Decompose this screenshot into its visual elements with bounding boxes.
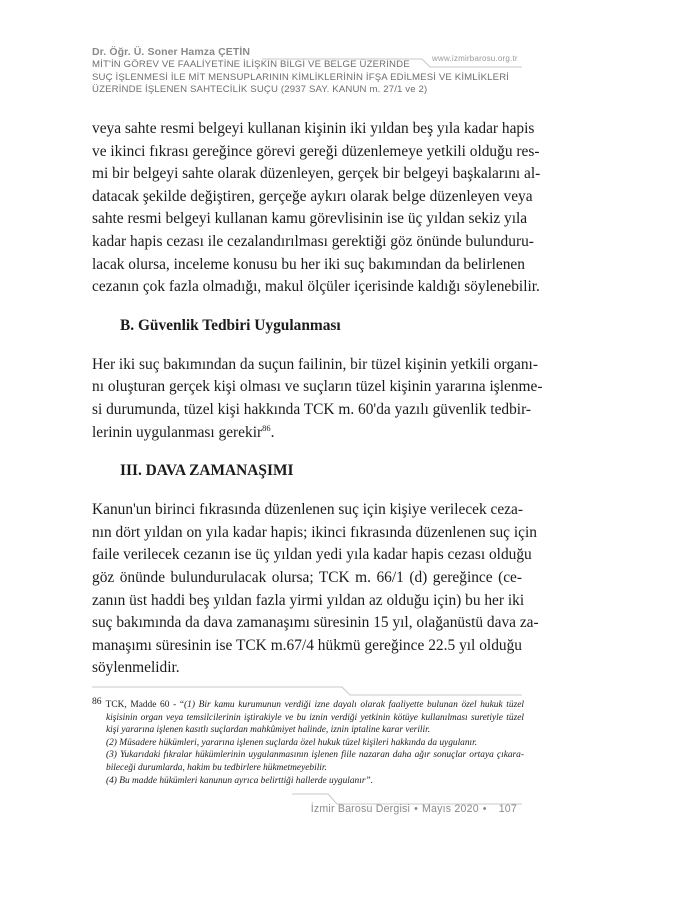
footnote-number: 86	[92, 696, 102, 707]
text-line: sahte resmi belgeyi kullanan kamu görevlisinin ise üç yıldan sekiz yıla	[92, 210, 528, 228]
header-website: www.izmirbarosu.org.tr	[432, 54, 518, 63]
text-line: ve ikinci fıkrası gereğince görevi gereği düzenlemeye yetkili olduğu res-	[92, 142, 540, 160]
footnote-line	[92, 696, 524, 712]
section-heading-b: B. Güvenlik Tedbiri Uygulanması	[120, 316, 341, 334]
text-line: Her iki suç bakımından da suçun failinin, bir tüzel kişinin yetkili organı-	[92, 355, 538, 373]
footnote-text: bileceği durumlarda, hakim bu tedbirlere hükmetmeyebilir.	[106, 762, 327, 773]
text-line: göz önünde bulundurulacak olursa; TCK m. 66/1 (d) gereğince (ce-	[92, 568, 522, 586]
text-line: cezanın çok fazla olmadığı, makul ölçüler içerisinde kaldığı söylenebilir.	[92, 278, 540, 296]
text-line: manaşımı süresinin ise TCK m.67/4 hükmü gereğince 22.5 yıl olduğu	[92, 636, 522, 654]
footnote-lead: TCK, Madde 60 - “	[105, 700, 185, 710]
text-line: kadar hapis cezası ile cezalandırılması gerektiği göz önünde bulunduru-	[92, 232, 534, 250]
footer-journal: İzmir Barosu Dergisi	[310, 803, 411, 815]
footnote-text: (3) Yukarıdaki fıkralar hükümlerinin uygulanmasının işlenen fiile nazaran daha ağır sonuçlar ortaya çıkara-	[106, 750, 524, 761]
text-line: mi bir belgeyi sahte olarak düzenleyen, gerçek bir belgeyi başkalarını al-	[92, 165, 541, 183]
text-line: nı oluşturan gerçek kişi olması ve suçların tüzel kişinin yararına işlenme-	[92, 378, 543, 396]
page-number: 107	[498, 803, 517, 815]
paragraph	[92, 354, 543, 444]
punctuation: .	[270, 423, 275, 441]
footnote-text: kişisinin organ veya temsilcilerinin iştirakiyle ve bu iznin verdiği yetkinin kötüye kullanılması suretiyle tüzel	[106, 712, 524, 723]
section-heading-iii: III. DAVA ZAMANAŞIMI	[120, 462, 294, 480]
text-line: faile verilecek cezanın ise üç yıldan yedi yıla kadar hapis cezası olduğu	[92, 546, 532, 564]
text-line-content: lerinin uygulanması gerekir	[92, 423, 263, 441]
footnote-line	[92, 724, 524, 737]
footnote-text: (2) Müsadere hükümleri, yararına işlenen suçlarda özel hukuk tüzel kişileri hakkında da uygulanır.	[106, 737, 478, 748]
text-line: zanın üst haddi beş yıldan fazla yirmi yıldan az olduğu için) bu her iki	[92, 591, 525, 609]
footnote-line	[92, 749, 524, 762]
footnote-text: (1) Bir kamu kurumunun verdiği izne dayalı olarak faaliyette bulunan özel hukuk tüzel	[184, 700, 524, 710]
text-line: Kanun'un birinci fıkrasında düzenlenen suç için kişiye verilecek ceza-	[92, 501, 523, 519]
footnote-divider	[92, 686, 522, 696]
footnote-reference[interactable]: 86	[262, 422, 271, 433]
header-title-line: MİT'İN GÖREV VE FAALİYETİNE İLİŞKİN BİLGİ VE BELGE ÜZERİNDE	[92, 59, 410, 70]
footnote	[92, 696, 524, 787]
footnote-line	[92, 775, 524, 788]
footer-issue: Mayıs 2020	[422, 803, 479, 815]
header-title-line: SUÇ İŞLENMESİ İLE MİT MENSUPLARININ KİMLİKLERİNİN İFŞA EDİLMESİ VE KİMLİKLERİ	[92, 71, 510, 83]
footnote-line	[92, 712, 524, 725]
footer-bullet: •	[414, 803, 419, 815]
text-line	[92, 422, 522, 445]
paragraph	[92, 499, 539, 680]
text-line: lacak olursa, inceleme konusu bu her iki suç bakımından da belirlenen	[92, 255, 525, 273]
text-line: veya sahte resmi belgeyi kullanan kişinin iki yıldan beş yıla kadar hapis	[92, 120, 535, 137]
text-line: söylenmelidir.	[92, 659, 180, 677]
paragraph	[92, 118, 541, 299]
header-title-line: ÜZERİNDE İŞLENEN SAHTECİLİK SUÇU (2937 SAY. KANUN m. 27/1 ve 2)	[92, 84, 428, 96]
main-text	[92, 118, 543, 680]
footnote-line	[92, 737, 524, 750]
text-line: suç bakımında da dava zamanaşımı süresinin 15 yıl, olağanüstü dava za-	[92, 614, 539, 632]
text-line: datacak şekilde değiştiren, gerçeğe aykırı olarak belge düzenleyen veya	[92, 187, 533, 205]
footnote-text: (4) Bu madde hükümleri kanunun ayrıca belirttiği hallerde uygulanır”.	[106, 775, 374, 786]
header-divider	[92, 58, 522, 68]
page-footer	[311, 803, 517, 815]
text-line: nın dört yıldan on yıla kadar hapis; ikinci fıkrasında düzenlenen suç için	[92, 523, 537, 541]
footer-bullet: •	[482, 803, 487, 815]
text-line: si durumunda, tüzel kişi hakkında TCK m. 60'da yazılı güvenlik tedbir-	[92, 400, 532, 418]
header-author: Dr. Öğr. Ü. Soner Hamza ÇETİN	[92, 46, 251, 58]
footnote-text: kişi yararına işlenen kasıtlı suçlardan mahkûmiyet halinde, iznin iptaline karar verilir.	[106, 725, 431, 736]
footnote-line	[92, 762, 524, 775]
